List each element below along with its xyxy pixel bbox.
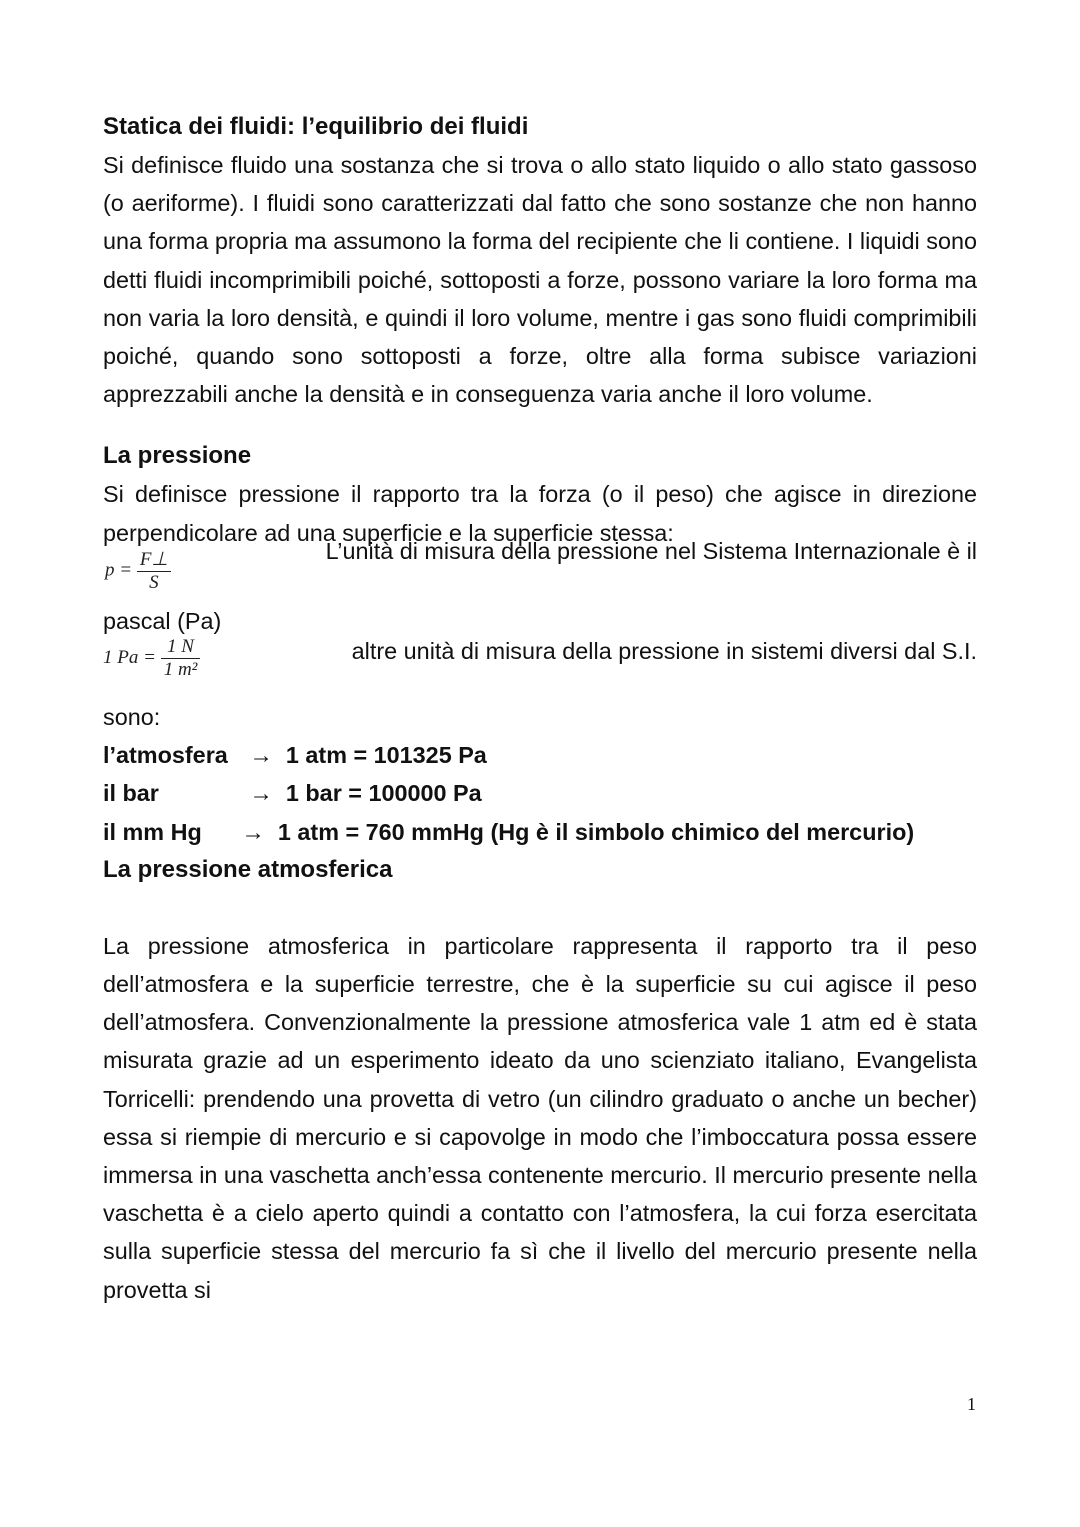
fraction-denominator: 1 m² xyxy=(163,659,198,681)
arrow-icon: → xyxy=(241,818,265,845)
page-number: 1 xyxy=(967,1394,976,1414)
unit-row xyxy=(103,813,977,851)
section-heading-pressure: La pressione xyxy=(103,442,252,470)
intro-paragraph: Si definisce fluido una sostanza che si trova o allo stato liquido o allo stato gassoso (o aeriforme). I fluidi sono caratterizzati dal fatto che sono sostanze che non hanno una forma propria ma assumono la forma del recipiente che li contiene. I liquidi sono detti fluidi incomprimibili poiché, sottoposti a forze, possono variare la loro forma ma non varia la loro densità, e quindi il loro volume, mentre i gas sono fluidi comprimibili poiché, quando sono sottoposti a forze, oltre alla forma subisce variazioni apprezzabili anche la densità e in conseguenza varia anche il loro volume. xyxy=(103,152,977,408)
arrow-icon: → xyxy=(249,742,273,769)
fraction xyxy=(161,636,201,681)
page-title: Statica dei fluidi: l’equilibrio dei fluidi xyxy=(103,113,529,140)
unit-value: 1 atm = 760 mmHg (Hg è il simbolo chimico del mercurio) xyxy=(277,818,915,845)
pressure-formula xyxy=(105,548,171,594)
formula-lhs: 1 Pa = xyxy=(103,646,156,668)
fraction xyxy=(137,548,171,594)
formula-row-1 xyxy=(103,537,977,608)
spacer xyxy=(103,413,977,437)
unit-value: 1 bar = 100000 Pa xyxy=(285,780,482,807)
units-list xyxy=(103,736,977,851)
other-units-text: altre unità di misura della pressione in sistemi diversi dal S.I. xyxy=(351,638,977,665)
unit-value: 1 atm = 101325 Pa xyxy=(285,742,487,769)
formula-lhs: p = xyxy=(105,559,133,581)
fraction-denominator: S xyxy=(149,571,159,593)
page-content xyxy=(103,108,977,1309)
unit-text: L’unità di misura della pressione nel Sistema Internazionale è il xyxy=(325,537,977,564)
pressure-definition: Si definisce pressione il rapporto tra la forza (o il peso) che agisce in direzione perpendicolare ad una superficie e la superficie stessa: xyxy=(103,481,977,546)
unit-name: l’atmosfera xyxy=(103,742,228,769)
formula-row-2 xyxy=(103,636,977,692)
unit-name: il mm Hg xyxy=(103,818,202,845)
fraction-numerator: F⊥ xyxy=(137,548,171,572)
unit-row xyxy=(103,736,977,774)
unit-row xyxy=(103,774,977,812)
section-heading-atmospheric: La pressione atmosferica xyxy=(103,855,393,883)
atmospheric-paragraph: La pressione atmosferica in particolare rappresenta il rapporto tra il peso dell’atmosfera e la superficie terrestre, che è la superficie su cui agisce il peso dell’atmosfera. Convenzionalmente la pressione atmosferica vale 1 atm ed è stata misurata grazie ad un esperimento ideato da uno scienziato italiano, Evangelista Torricelli: prendendo una provetta di vetro (un cilindro graduato o anche un becher) essa si riempie di mercurio e si capovolge in modo che l’imboccatura possa essere immersa in una vaschetta anch’essa contenente mercurio. Il mercurio presente nella vaschetta è a cielo aperto quindi a contatto con l’atmosfera, la cui forza esercitata sulla superficie stessa del mercurio fa sì che il livello del mercurio presente nella provetta si xyxy=(103,932,977,1303)
other-units-continued: sono: xyxy=(103,704,161,731)
pascal-formula xyxy=(103,636,200,681)
unit-name: il bar xyxy=(103,780,159,807)
spacer xyxy=(103,889,977,927)
unit-text-continued: pascal (Pa) xyxy=(103,607,222,634)
arrow-icon: → xyxy=(249,780,273,807)
fraction-numerator: 1 N xyxy=(161,636,201,659)
